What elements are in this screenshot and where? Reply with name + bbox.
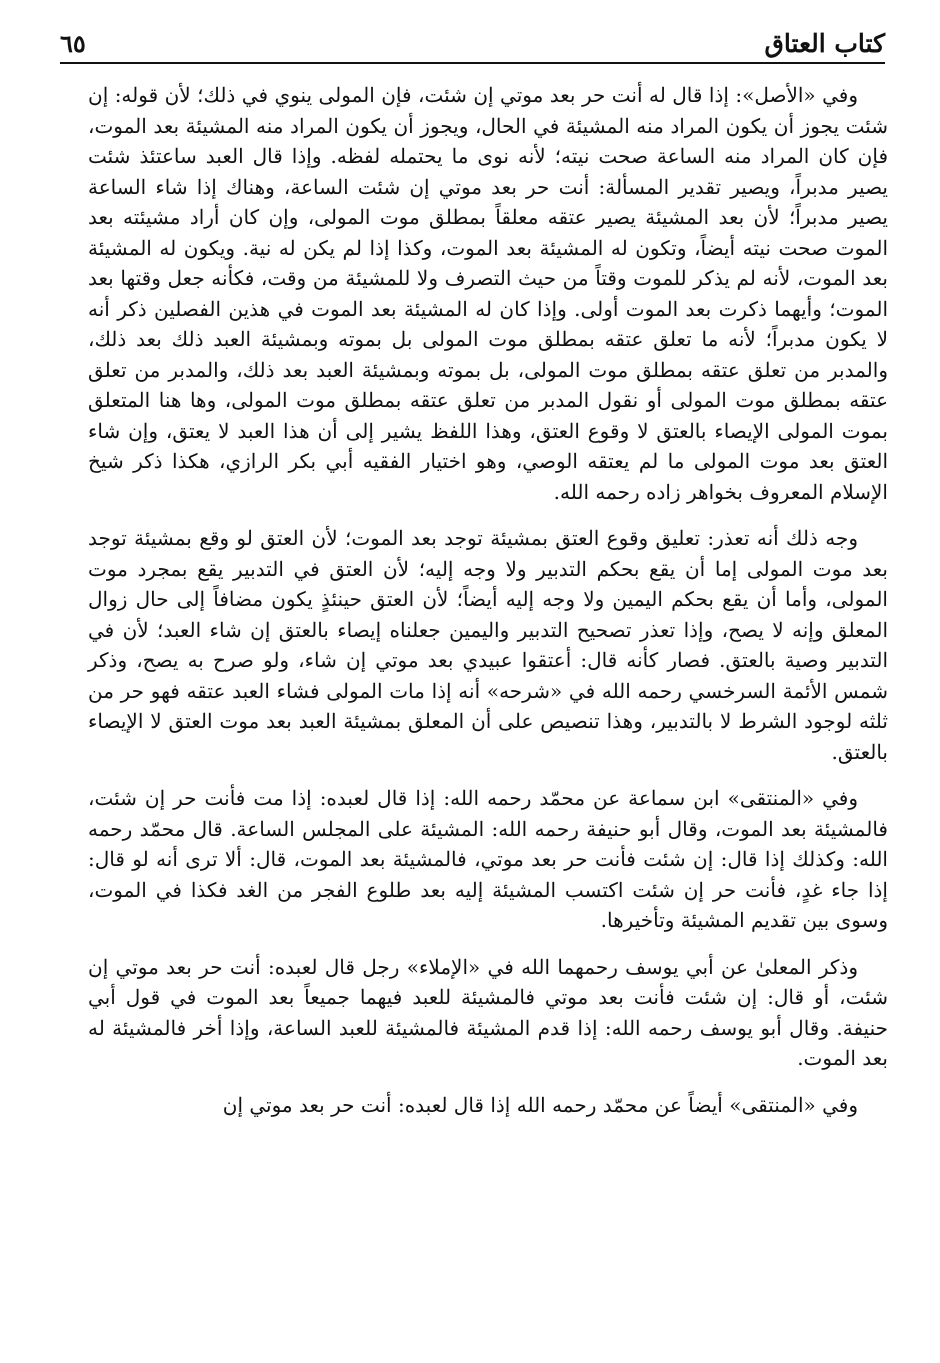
paragraph: وفي «الأصل»: إذا قال له أنت حر بعد موتي إن شئت، فإن المولى ينوي في ذلك؛ لأن قوله: إن شئت يجوز أن يكون المراد منه المشيئة في الحال، ويجوز أن يكون المراد منه المشيئة بعد الموت، فإن كان المراد منه الساعة صحت نيته؛ لأنه نوى ما يحتمله لفظه. وإذا قال العبد ساعتئذ شئت يصير مدبراً، ويصير تقدير المسألة: أنت حر بعد موتي إن شئت الساعة، وهناك إذا شاء الساعة يصير مدبراً؛ لأن بعد المشيئة يصير عتقه معلقاً بمطلق موت المولى، وإن كان أراد مشيئته بعد الموت صحت نيته أيضاً، وتكون له المشيئة بعد الموت، وكذا إذا لم يكن له نية. ويكون له المشيئة بعد الموت، لأنه لم يذكر للموت وقتاً من حيث التصرف ولا للمشيئة من وقت، فكأنه جعل وقتها بعد الموت؛ وأيهما ذكرت بعد الموت أولى. وإذا كان له المشيئة بعد الموت في هذين الفصلين ذكر أنه لا يكون مدبراً؛ لأنه ما تعلق عتقه بمطلق موت المولى بل بموته وبمشيئة العبد ذلك بعد ذلك، والمدبر من تعلق عتقه بمطلق موت المولى، بل بموته وبمشيئة العبد بعد ذلك، والمدبر من تعلق عتقه بمطلق موت المولى أو نقول المدبر من تعلق عتقه بمطلق موت المولى، وها هنا المتعلق بموت المولى الإيصاء بالعتق لا وقوع العتق، وهذا اللفظ يشير إلى أن هذا العبد لا يعتق، وإن شاء العتق بعد موت المولى ما لم يعتقه الوصي، وهو اختيار الفقيه أبي بكر الرازي، هكذا ذكر شيخ الإسلام المعروف بخواهر زاده رحمه الله. — [88, 83, 889, 504]
running-head: كتاب العتاق — [764, 29, 885, 58]
body-text — [88, 80, 888, 1136]
paragraph: وذكر المعلىٰ عن أبي يوسف رحمهما الله في «الإملاء» رجل قال لعبده: أنت حر بعد موتي إن شئت، أو قال: إن شئت فأنت بعد موتي فالمشيئة للعبد فيهما جميعاً بعد الموت في قول أبي حنيفة. وقال أبو يوسف رحمه الله: إذا قدم المشيئة فالمشيئة للعبد الساعة، وإذا أخر فالمشيئة له بعد الموت. — [88, 954, 888, 1070]
page-number: ٦٥ — [60, 29, 86, 58]
page-header — [60, 28, 885, 60]
paragraph: وجه ذلك أنه تعذر: تعليق وقوع العتق بمشيئة توجد بعد الموت؛ لأن العتق لو وقع بمشيئة توجد بعد موت المولى إما أن يقع بحكم التدبير ولا وجه إليه؛ لأن العتق في التدبير يقع بمجرد موت المولى، وأما أن يقع بحكم اليمين ولا وجه إليه أيضاً؛ لأن العتق حينئذٍ يكون مضافاً إلى حال زوال المعلق وإنه لا يصح، وإذا تعذر تصحيح التدبير واليمين جعلناه إيصاء بالعتق إن شاء العبد؛ لأن في التدبير وصية بالعتق. فصار كأنه قال: أعتقوا عبيدي بعد موتي إن شاء، ولو صرح به يصح، وذكر شمس الأئمة السرخسي رحمه الله في «شرحه» أنه إذا مات المولى فشاء العبد عتقه فهو حر من ثلثه لوجود الشرط لا بالتدبير، وهذا تنصيص على أن المعلق بمشيئة العبد بعد موت العتق لا الإيصاء بالعتق. — [88, 526, 888, 764]
paragraph: وفي «المنتقى» أيضاً عن محمّد رحمه الله إذا قال لعبده: أنت حر بعد موتي إن — [222, 1092, 858, 1117]
paragraph: وفي «المنتقى» ابن سماعة عن محمّد رحمه الله: إذا قال لعبده: إذا مت فأنت حر إن شئت، فالمشيئة بعد الموت، وقال أبو حنيفة رحمه الله: المشيئة على المجلس الساعة. قال محمّد رحمه الله: وكذلك إذا قال: إن شئت فأنت حر بعد موتي، فالمشيئة بعد الموت، قال: ألا ترى أنه لو قال: إذا جاء غدٍ، فأنت حر إن شئت اكتسب المشيئة إليه بعد طلوع الفجر من الغد فكذا في الموت، وسوى بين تقديم المشيئة وتأخيرها. — [88, 786, 888, 932]
header-rule — [60, 62, 885, 64]
